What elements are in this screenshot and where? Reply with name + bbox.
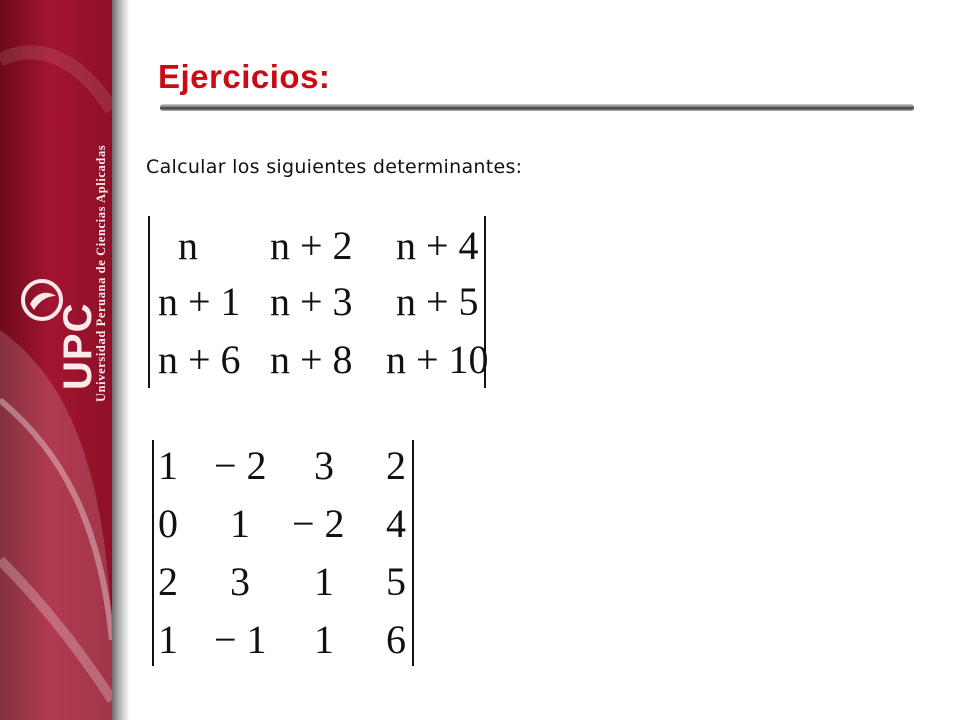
upc-logo-text: UPC [56,302,100,390]
matrix-cell: 3 [230,559,250,604]
matrix-cell: − 2 [214,443,267,488]
title-underline [160,104,914,111]
left-bar [152,440,154,666]
matrix-cell: n + 5 [396,279,479,324]
matrix-cell: − 2 [292,501,345,546]
matrix-cell: 1 [314,617,334,662]
upc-swirl-logo-icon [20,278,64,322]
right-bar [412,440,414,666]
matrix-cell: 1 [314,559,334,604]
matrix-cell: 3 [314,443,334,488]
band-shadow [112,0,130,720]
matrix-cell: n + 3 [270,279,353,324]
university-name: Universidad Peruana de Ciencias Aplicadas [94,144,108,402]
matrix-cell: 6 [386,617,406,662]
matrix-cell: 1 [230,501,250,546]
matrix-cell: 1 [158,617,178,662]
matrix-cell: n + 1 [158,279,241,324]
matrix-cell: n + 2 [270,223,353,268]
matrix-cell: 4 [386,501,406,546]
slide-title: Ejercicios: [158,58,331,95]
matrix-cell: 0 [158,501,178,546]
determinant-4x4 [152,440,414,666]
matrix-cell: 5 [386,559,406,604]
brand-band [0,0,112,720]
matrix-cell: − 1 [214,617,267,662]
brand-rotated-university [90,145,109,402]
matrix-cell: 2 [158,559,178,604]
matrix-cell: 2 [386,443,406,488]
matrix-cell: n + 4 [396,223,479,268]
matrix-cell: n [178,223,198,268]
determinant-3x3 [148,216,489,388]
matrix-cell: n + 8 [270,337,353,382]
matrix-cell: n + 6 [158,337,241,382]
instruction-text: Calcular los siguientes determinantes: [146,156,523,178]
matrix-cell: 1 [158,443,178,488]
left-bar [148,216,150,388]
matrix-cell: n + 10 [386,337,489,382]
